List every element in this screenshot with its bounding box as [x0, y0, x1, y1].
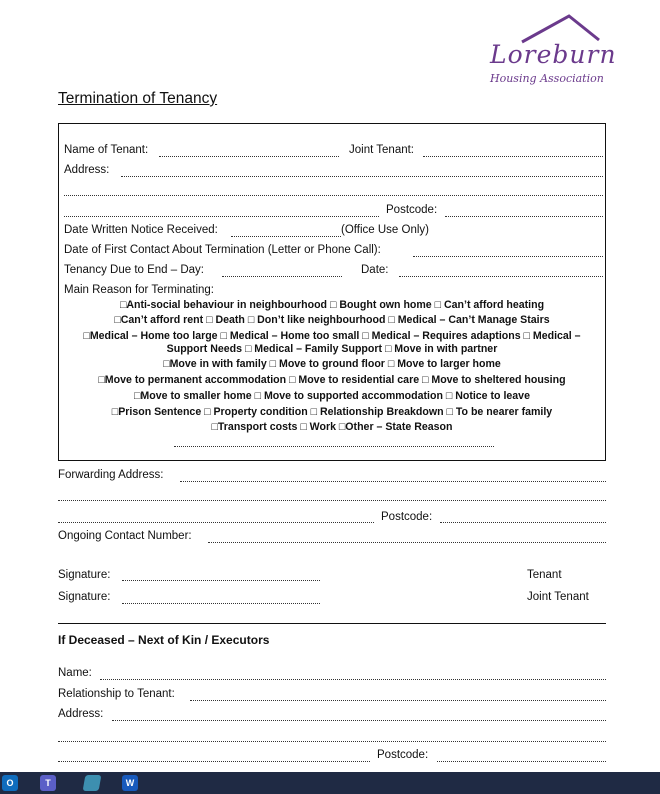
joint-tenant-signature-field[interactable] — [122, 603, 320, 604]
deceased-name-label: Name: — [58, 667, 92, 679]
address-field-3[interactable] — [64, 216, 379, 217]
deceased-heading: If Deceased – Next of Kin / Executors — [58, 633, 270, 647]
outlook-icon[interactable]: O — [2, 775, 18, 791]
reason-line[interactable]: □Move to permanent accommodation □ Move to residential care □ Move to sheltered housing — [98, 374, 566, 386]
other-reason-field[interactable] — [174, 446, 494, 447]
word-icon[interactable]: W — [122, 775, 138, 791]
date-field[interactable] — [399, 276, 603, 277]
postcode-label: Postcode: — [386, 204, 438, 216]
deceased-address-field-1[interactable] — [112, 720, 606, 721]
tenancy-end-day-field[interactable] — [222, 276, 342, 277]
reason-line[interactable]: Support Needs □ Medical – Family Support □ Move in with partner — [166, 343, 498, 355]
joint-tenant-sign-label: Joint Tenant — [527, 591, 589, 603]
forwarding-address-field-1[interactable] — [180, 481, 606, 482]
tenant-label: Tenant — [527, 569, 562, 581]
forwarding-address-field-2[interactable] — [58, 500, 606, 501]
logo-subtitle: Housing Association — [490, 72, 604, 85]
reason-line[interactable]: □Move to smaller home □ Move to supported accommodation □ Notice to leave — [134, 390, 530, 402]
address-field-1[interactable] — [121, 176, 603, 177]
name-of-tenant-field[interactable] — [159, 156, 339, 157]
relationship-field[interactable] — [190, 700, 606, 701]
joint-tenant-field[interactable] — [423, 156, 603, 157]
reason-line[interactable]: □Move in with family □ Move to ground floor □ Move to larger home — [163, 358, 501, 370]
tenant-signature-field[interactable] — [122, 580, 320, 581]
taskbar — [0, 772, 660, 794]
reason-line[interactable]: □Can’t afford rent □ Death □ Don’t like neighbourhood □ Medical – Can’t Manage Stairs — [114, 314, 550, 326]
reason-line[interactable]: □Anti-social behaviour in neighbourhood □ Bought own home □ Can’t afford heating — [119, 299, 545, 311]
signature-label: Signature: — [58, 569, 111, 581]
forwarding-postcode-label: Postcode: — [381, 511, 433, 523]
deceased-address-field-3[interactable] — [58, 761, 370, 762]
deceased-postcode-label: Postcode: — [377, 749, 429, 761]
page-title: Termination of Tenancy — [58, 90, 218, 107]
logo — [484, 10, 617, 90]
main-reason-label: Main Reason for Terminating: — [64, 284, 214, 296]
relationship-label: Relationship to Tenant: — [58, 688, 175, 700]
forwarding-address-label: Forwarding Address: — [58, 469, 164, 481]
ongoing-contact-field[interactable] — [208, 542, 606, 543]
forwarding-postcode-field[interactable] — [440, 522, 606, 523]
office-use-note: (Office Use Only) — [341, 224, 429, 236]
deceased-postcode-field[interactable] — [437, 761, 606, 762]
signature-label: Signature: — [58, 591, 111, 603]
reason-line[interactable]: □Medical – Home too large □ Medical – Home too small □ Medical – Requires adaptions □ Medical – — [83, 330, 581, 342]
tenancy-end-day-label: Tenancy Due to End – Day: — [64, 264, 204, 276]
deceased-name-field[interactable] — [100, 679, 606, 680]
ongoing-contact-label: Ongoing Contact Number: — [58, 530, 192, 542]
name-of-tenant-label: Name of Tenant: — [64, 144, 149, 156]
section-divider — [58, 623, 606, 624]
deceased-address-field-2[interactable] — [58, 741, 606, 742]
notes-icon[interactable] — [83, 775, 102, 791]
teams-icon[interactable]: T — [40, 775, 56, 791]
tenancy-details-box — [58, 123, 606, 461]
reason-line[interactable]: □Prison Sentence □ Property condition □ Relationship Breakdown □ To be nearer family — [111, 406, 553, 418]
first-contact-label: Date of First Contact About Termination (Letter or Phone Call): — [64, 244, 381, 256]
deceased-address-label: Address: — [58, 708, 104, 720]
date-label: Date: — [361, 264, 389, 276]
postcode-field[interactable] — [445, 216, 603, 217]
date-written-notice-field[interactable] — [231, 236, 341, 237]
first-contact-field[interactable] — [413, 256, 603, 257]
reason-line[interactable]: □Transport costs □ Work □Other – State Reason — [211, 421, 453, 433]
address-label: Address: — [64, 164, 110, 176]
logo-name: Loreburn — [490, 40, 617, 69]
address-field-2[interactable] — [64, 195, 603, 196]
joint-tenant-label: Joint Tenant: — [349, 144, 415, 156]
date-written-notice-label: Date Written Notice Received: — [64, 224, 218, 236]
forwarding-address-field-3[interactable] — [58, 522, 374, 523]
